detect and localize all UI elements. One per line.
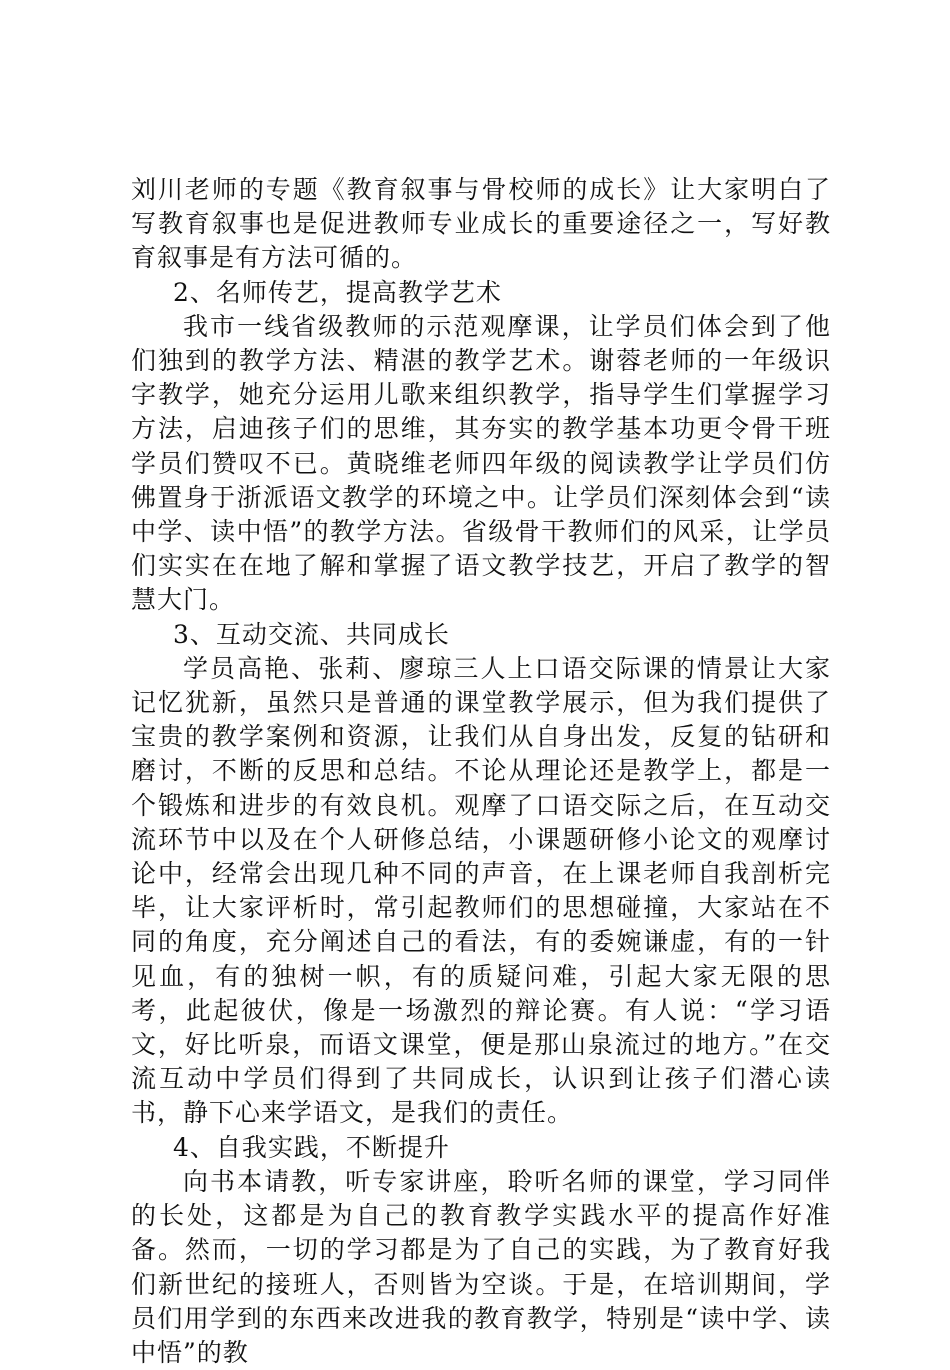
paragraph-section-2: 我市一线省级教师的示范观摩课，让学员们体会到了他们独到的教学方法、精湛的教学艺术。谢蓉老师的一年级识字教学，她充分运用儿歌来组织教学，指导学生们掌握学习方法，启迪孩子们的思维，其夯实的教学基本功更令骨干班学员们赞叹不已。黄晓维老师四年级的阅读教学让学员们仿佛置身于浙派语文教学的环境之中。让学员们深刻体会到“读中学、读中悟”的教学方法。省级骨干教师们的风采，让学员们实实在在地了解和掌握了语文教学技艺，开启了教学的智慧大门。 [131, 311, 831, 615]
document-body [131, 173, 831, 1370]
section-heading-3: 3、互动交流、共同成长 [173, 619, 450, 649]
paragraph-section-3: 学员高艳、张莉、廖琼三人上口语交际课的情景让大家记忆犹新，虽然只是普通的课堂教学展示，但为我们提供了宝贵的教学案例和资源，让我们从自身出发，反复的钻研和磨讨，不断的反思和总结。不论从理论还是教学上，都是一个锻炼和进步的有效良机。观摩了口语交际之后，在互动交流环节中以及在个人研修总结，小课题研修小论文的观摩讨论中，经常会出现几种不同的声音，在上课老师自我剖析完毕，让大家评析时，常引起教师们的思想碰撞，大家站在不同的角度，充分阐述自己的看法，有的委婉谦虚，有的一针见血，有的独树一帜，有的质疑问难，引起大家无限的思考，此起彼伏，像是一场激烈的辩论赛。有人说：“学习语文，好比听泉，而语文课堂，便是那山泉流过的地方。”在交流互动中学员们得到了共同成长，认识到让孩子们潜心读书，静下心来学语文，是我们的责任。 [131, 653, 831, 1128]
paragraph-section-4: 向书本请教，听专家讲座，聆听名师的课堂，学习同伴的长处，这都是为自己的教育教学实践水平的提高作好准备。然而，一切的学习都是为了自己的实践，为了教育好我们新世纪的接班人，否则皆为空谈。于是，在培训期间，学员们用学到的东西来改进我的教育教学，特别是“读中学、读中悟”的教 [131, 1166, 831, 1367]
paragraph-intro: 刘川老师的专题《教育叙事与骨校师的成长》让大家明白了写教育叙事也是促进教师专业成长的重要途径之一，写好教育叙事是有方法可循的。 [131, 175, 831, 273]
section-heading-4: 4、自我实践，不断提升 [173, 1132, 450, 1162]
section-heading-2: 2、名师传艺，提高教学艺术 [173, 277, 502, 307]
